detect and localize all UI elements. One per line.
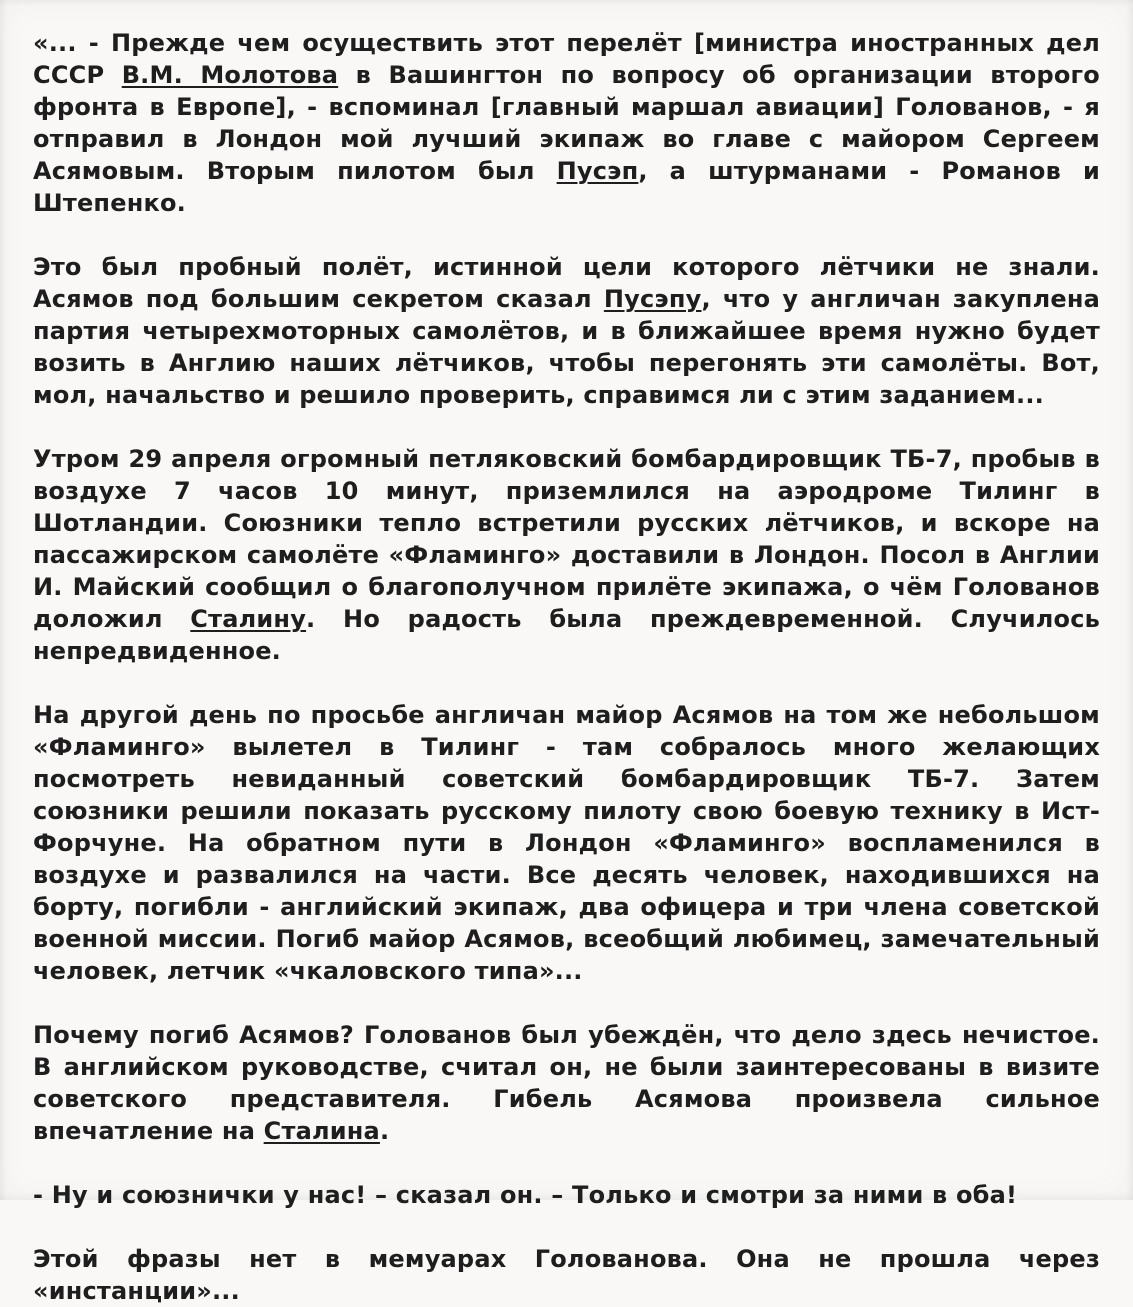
document-text xyxy=(33,27,1100,1307)
paragraph xyxy=(33,251,1100,411)
paragraph xyxy=(33,699,1100,987)
paragraph xyxy=(33,1179,1100,1211)
text-run: в Вашингтон по вопросу об организации второго фронта в Европе], - вспоминал [главный маршал авиации] Голованов, - я отправил в Лондон мой лучший экипаж во главе с майором Сергеем Асямовым. Вторым пилотом был xyxy=(33,61,1100,185)
paragraph xyxy=(33,1019,1100,1147)
text-run: «... - Прежде чем осуществить этот перелёт [министра иностранных дел СССР xyxy=(33,29,1100,89)
text-run: . Но радость была преждевременной. Случилось непредвиденное. xyxy=(33,605,1100,665)
underlined-link[interactable]: Пусэпу xyxy=(603,285,702,313)
text-run: Утром 29 апреля огромный петляковский бомбардировщик ТБ-7, пробыв в воздухе 7 часов 10 минут, приземлился на аэродроме Тилинг в Шотландии. Союзники тепло встретили русских лётчиков, и вскоре на пассажирском самолёте «Фламинго» доставили в Лондон. Посол в Англии И. Майский сообщил о благополучном прилёте экипажа, о чём Голованов доложил xyxy=(33,445,1100,633)
text-run: , а штурманами - Романов и Штепенко. xyxy=(33,157,1100,217)
underlined-link[interactable]: В.М. Молотова xyxy=(121,61,339,89)
paragraph xyxy=(33,443,1100,667)
paragraph xyxy=(33,1243,1100,1307)
text-run: , что у англичан закуплена партия четырехмоторных самолётов, и в ближайшее время нужно будет возить в Англию наших лётчиков, чтобы перегонять эти самолёты. Вот, мол, начальство и решило проверить, справимся ли с этим заданием... xyxy=(33,285,1100,409)
text-run: Это был пробный полёт, истинной цели которого лётчики не знали. Асямов под большим секретом сказал xyxy=(33,253,1100,313)
text-run: - Ну и союзнички у нас! – сказал он. – Только и смотри за ними в оба! xyxy=(33,1181,1018,1209)
paragraph xyxy=(33,27,1100,219)
underlined-link[interactable]: Сталина xyxy=(263,1117,380,1145)
text-run: Этой фразы нет в мемуарах Голованова. Она не прошла через «инстанции»... xyxy=(33,1245,1100,1305)
underlined-link[interactable]: Сталину xyxy=(190,605,307,633)
text-run: Почему погиб Асямов? Голованов был убеждён, что дело здесь нечистое. В английском руководстве, считал он, не были заинтересованы в визите советского представителя. Гибель Асямова произвела сильное впечатление на xyxy=(33,1021,1100,1145)
text-run: На другой день по просьбе англичан майор Асямов на том же небольшом «Фламинго» вылетел в Тилинг - там собралось много желающих посмотреть невиданный советский бомбардировщик ТБ-7. Затем союзники решили показать русскому пилоту свою боевую технику в Ист-Форчуне. На обратном пути в Лондон «Фламинго» воспламенился в воздухе и развалился на части. Все десять человек, находившихся на борту, погибли - английский экипаж, два офицера и три члена советской военной миссии. Погиб майор Асямов, всеобщий любимец, замечательный человек, летчик «чкаловского типа»... xyxy=(33,701,1100,985)
underlined-link[interactable]: Пусэп xyxy=(556,157,639,185)
text-run: . xyxy=(379,1117,390,1145)
